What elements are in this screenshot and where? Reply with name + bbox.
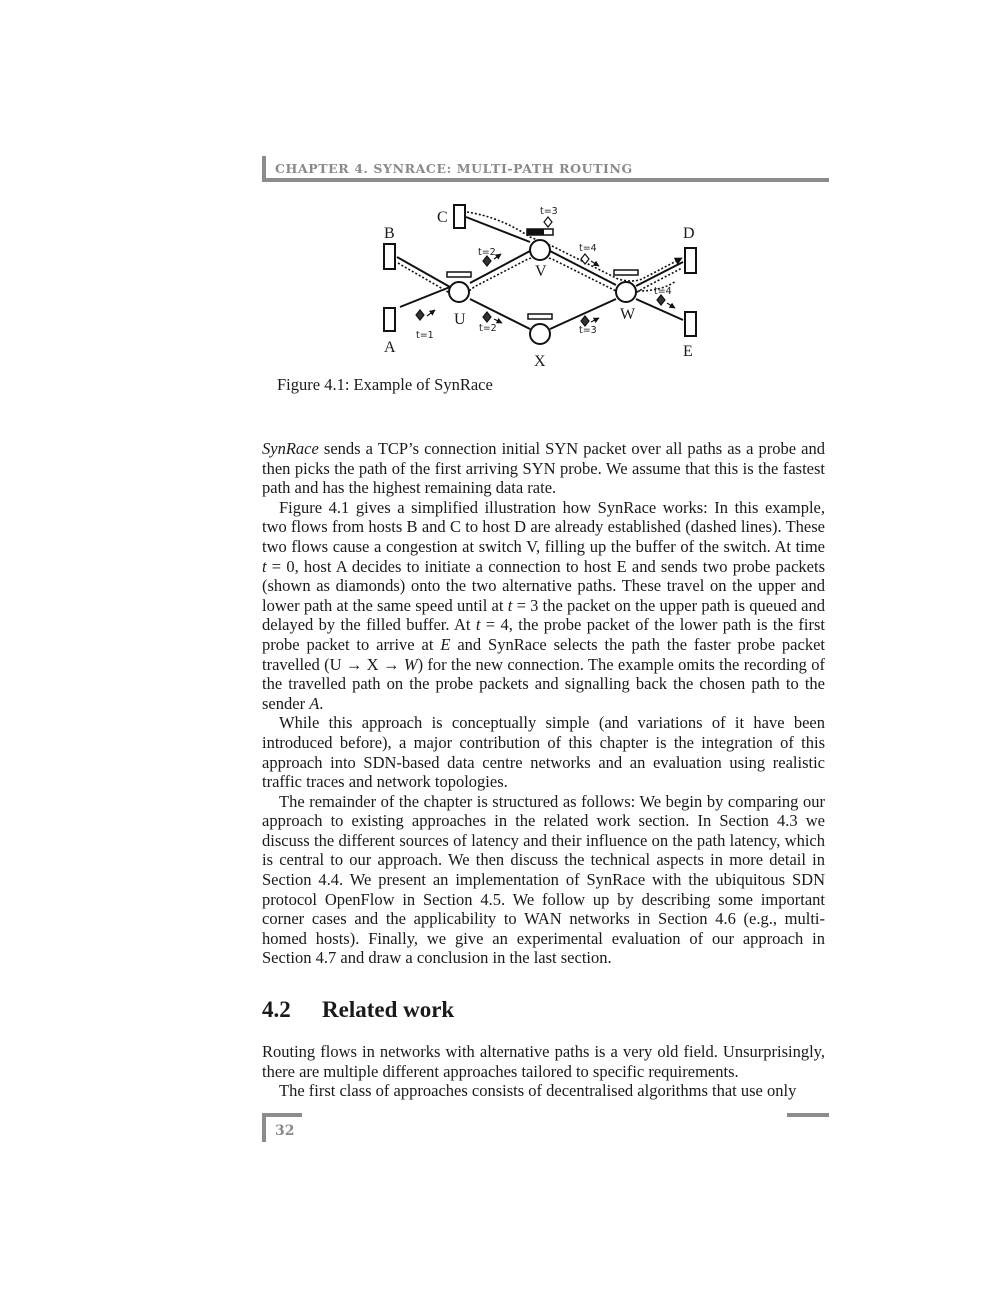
section-number: 4.2 (262, 997, 291, 1022)
motion-arrow-t4-lower (667, 303, 675, 308)
running-title: CHAPTER 4. SYNRACE: MULTI-PATH ROUTING (275, 161, 633, 176)
node-label-W: W (620, 306, 636, 323)
section-title: Related work (322, 997, 455, 1022)
probe-t3-upper (544, 217, 552, 227)
time-label-t2-lower: t=2 (479, 323, 497, 334)
switch-V (530, 240, 550, 260)
host-D (685, 248, 696, 273)
host-B (384, 244, 395, 269)
switch-W (616, 282, 636, 302)
time-label-t2-upper: t=2 (478, 247, 496, 258)
node-label-B: B (384, 225, 395, 242)
network-diagram (370, 195, 710, 373)
footer-rule (787, 1113, 829, 1117)
paragraph-3: While this approach is conceptually simple (and variations of it have been introduced before), a major contribution of this chapter is the integration of this approach into SDN-based data centre networks and an evaluation using realistic traffic traces and network topologies. (262, 713, 825, 792)
time-label-t3-lower: t=3 (579, 325, 597, 336)
node-label-D: D (683, 225, 695, 242)
time-label-t1: t=1 (416, 330, 434, 341)
figure-synrace-diagram (370, 195, 710, 373)
node-label-V: V (535, 263, 547, 280)
section-body-text (262, 1042, 825, 1101)
term-synrace: SynRace (262, 439, 319, 458)
paragraph-1: SynRace sends a TCP’s connection initial SYN packet over all paths as a probe and then picks the path of the first arriving SYN probe. We assume that this is the fastest path and has the highest remaining data rate. (262, 439, 825, 498)
footer (262, 1113, 302, 1142)
running-header (262, 156, 829, 182)
switch-X (530, 324, 550, 344)
buffer-V-fill (527, 229, 544, 235)
probe-t4-upper (581, 254, 589, 264)
link-A-U (400, 287, 450, 307)
buffer-U (447, 272, 471, 277)
time-label-t4-lower: t=4 (654, 286, 672, 297)
host-A (384, 308, 395, 331)
body-text (262, 439, 825, 968)
host-C (454, 205, 465, 228)
buffer-X (528, 314, 552, 319)
node-label-A: A (384, 339, 396, 356)
section-heading (262, 997, 454, 1023)
figure-caption: Figure 4.1: Example of SynRace (277, 375, 493, 394)
link-B-U (397, 257, 450, 287)
motion-arrow-t1 (427, 310, 435, 316)
time-label-t4-upper: t=4 (579, 243, 597, 254)
paragraph-4: The remainder of the chapter is structured as follows: We begin by comparing our approach to existing approaches in the related work section. In Section 4.3 we discuss the different sources of latency and their influence on the path latency, which is central to our approach. We then discuss the technical aspects in more detail in Section 4.4. We present an implementation of SynRace with the ubiquitous SDN protocol OpenFlow in Section 4.5. We follow up by describing some important corner cases and the applicability to WAN networks in Section 4.6 (e.g., multi-homed hosts). Finally, we give an experimental evaluation of our approach in Section 4.7 and draw a conclusion in the last section. (262, 791, 825, 968)
link-W-D (636, 262, 683, 286)
probe-t1 (416, 310, 424, 320)
motion-arrow-t3-lower (591, 318, 599, 322)
node-label-C: C (437, 209, 448, 226)
probe-t2-lower (483, 312, 491, 322)
host-E (685, 312, 696, 336)
node-label-U: U (454, 311, 466, 328)
page-number: 32 (275, 1123, 295, 1139)
paragraph-2: Figure 4.1 gives a simplified illustration how SynRace works: In this example, two flows from hosts B and C to host D are already established (dashed lines). These two flows cause a congestion at switch V, filling up the buffer of the switch. At time t = 0, host A decides to initiate a connection to host E and sends two probe packets (shown as diamonds) onto the two alternative paths. These travel on the upper and lower path at the same speed until at t = 3 the packet on the upper path is queued and delayed by the filled buffer. At t = 4, the probe packet of the lower path is the first probe packet to arrive at E and SynRace selects the path the faster probe packet travelled (U → X → W) for the new connection. The example omits the recording of the travelled path on the probe packets and signalling back the chosen path to the sender A. (262, 497, 826, 713)
switch-U (449, 282, 469, 302)
node-label-E: E (683, 343, 693, 360)
section-paragraph-2: The first class of approaches consists of decentralised algorithms that use only (279, 1081, 797, 1101)
node-label-X: X (534, 353, 546, 370)
section-paragraph-1: Routing flows in networks with alternative paths is a very old field. Unsurprisingly, there are multiple different approaches tailored to specific requirements. (262, 1042, 825, 1081)
time-label-t3-upper: t=3 (540, 206, 558, 217)
buffer-W (614, 270, 638, 275)
